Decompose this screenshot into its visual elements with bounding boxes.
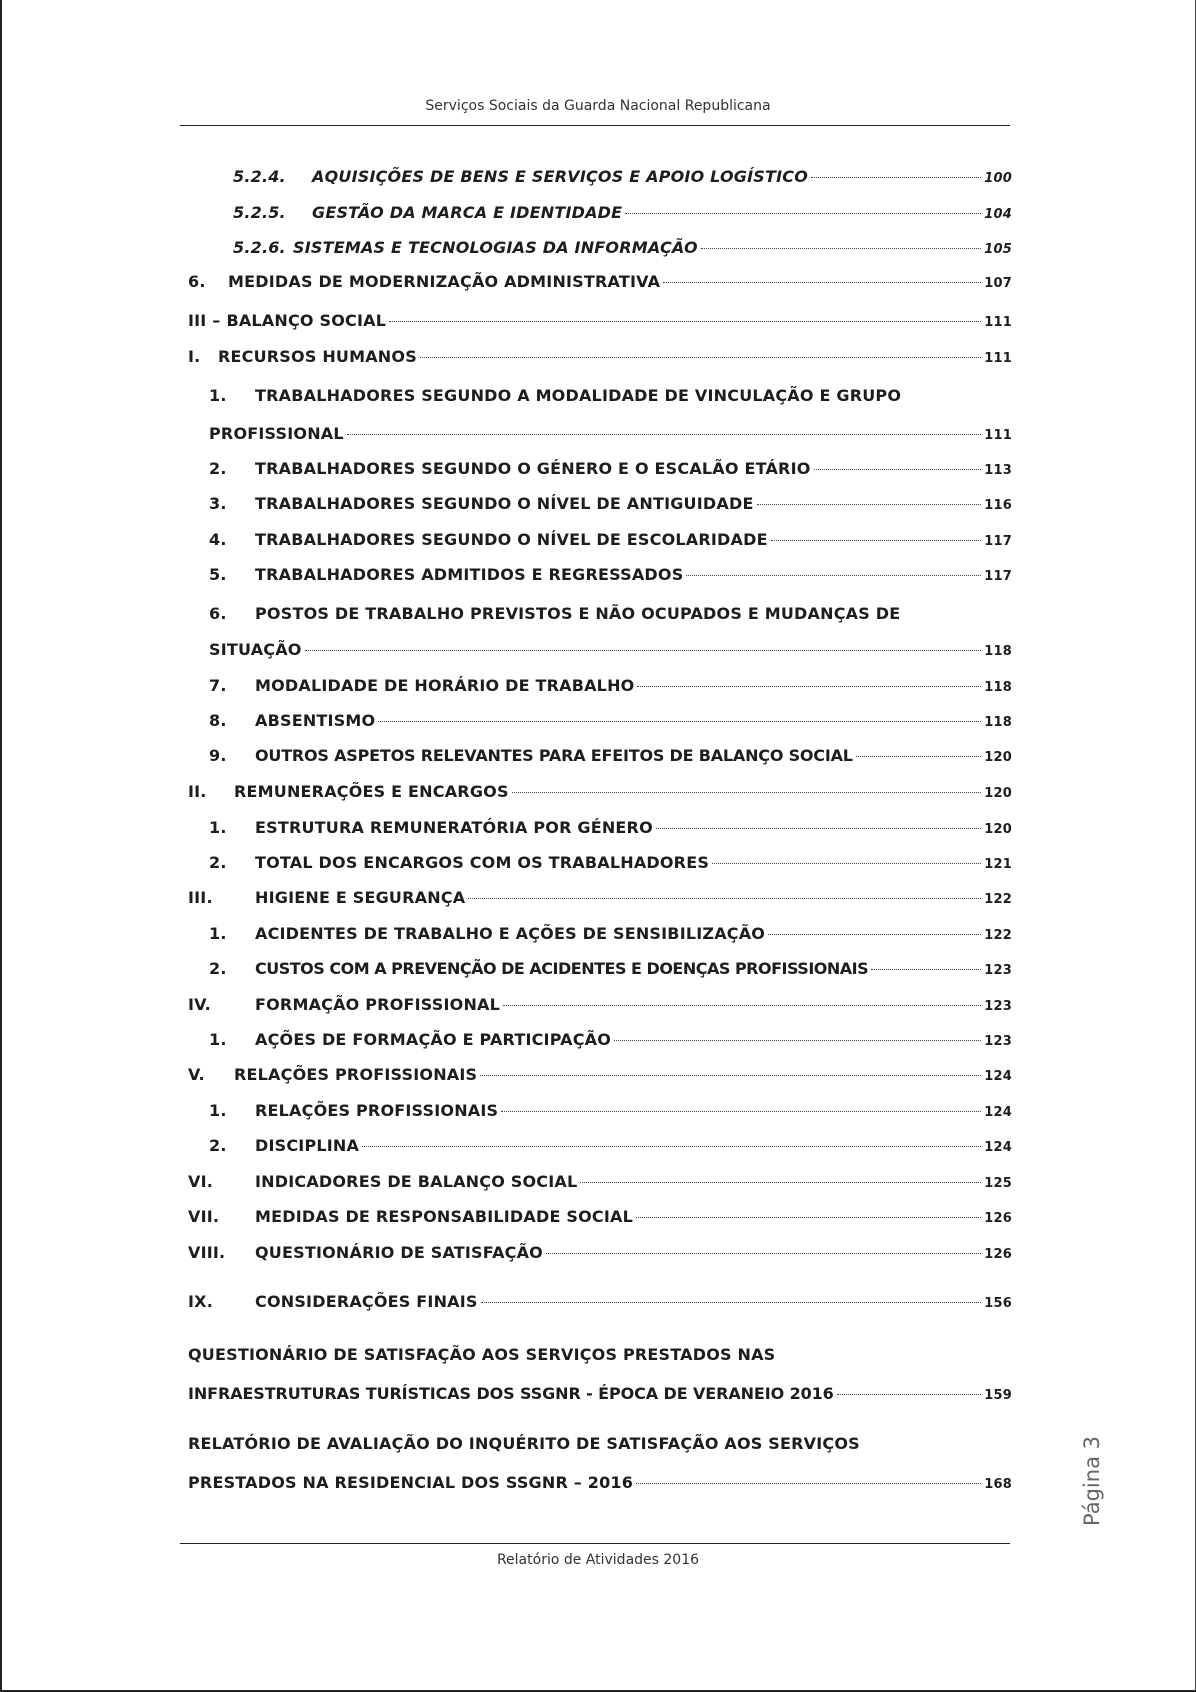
toc-title: MEDIDAS DE MODERNIZAÇÃO ADMINISTRATIVA bbox=[228, 272, 661, 291]
toc-entry-line[interactable] bbox=[209, 386, 901, 410]
toc-title: ACIDENTES DE TRABALHO E AÇÕES DE SENSIBILIZAÇÃO bbox=[255, 924, 766, 943]
toc-title: TRABALHADORES ADMITIDOS E REGRESSADOS bbox=[255, 565, 684, 584]
toc-entry[interactable] bbox=[209, 1030, 1012, 1054]
toc-entry[interactable] bbox=[209, 640, 1012, 664]
toc-entry[interactable] bbox=[209, 530, 1012, 554]
toc-page: 121 bbox=[984, 857, 1012, 872]
page-number-side bbox=[1080, 1436, 1104, 1526]
toc-entry[interactable] bbox=[209, 746, 1012, 770]
toc-page: 120 bbox=[984, 750, 1012, 765]
toc-title: DISCIPLINA bbox=[255, 1136, 360, 1155]
toc-page: 120 bbox=[984, 786, 1012, 801]
toc-page: 156 bbox=[984, 1296, 1012, 1311]
toc-leader bbox=[686, 575, 981, 576]
page-header: Serviços Sociais da Guarda Nacional Republicana bbox=[425, 98, 771, 114]
toc-number: 5.2.6. bbox=[233, 238, 286, 257]
toc-entry[interactable] bbox=[233, 167, 1012, 191]
toc-number: 5.2.4. bbox=[233, 167, 286, 186]
toc-number: 6. bbox=[188, 272, 206, 291]
toc-leader bbox=[468, 898, 981, 899]
toc-title: TRABALHADORES SEGUNDO O GÉNERO E O ESCALÃO ETÁRIO bbox=[255, 459, 811, 478]
toc-leader bbox=[480, 1075, 981, 1076]
header-rule bbox=[180, 125, 1010, 126]
toc-title: GESTÃO DA MARCA E IDENTIDADE bbox=[312, 203, 623, 222]
toc-title: RELATÓRIO DE AVALIAÇÃO DO INQUÉRITO DE SATISFAÇÃO AOS SERVIÇOS bbox=[188, 1434, 860, 1453]
toc-leader bbox=[420, 357, 981, 358]
toc-leader bbox=[636, 1483, 981, 1484]
toc-leader bbox=[362, 1146, 981, 1147]
toc-number: 2. bbox=[209, 459, 227, 478]
toc-leader bbox=[856, 756, 981, 757]
toc-entry[interactable] bbox=[209, 711, 1012, 735]
toc-number: 6. bbox=[209, 604, 227, 623]
toc-number: 2. bbox=[209, 853, 227, 872]
toc-entry[interactable] bbox=[188, 1292, 1012, 1316]
toc-leader bbox=[871, 969, 981, 970]
toc-leader bbox=[663, 282, 981, 283]
toc-number: VII. bbox=[188, 1207, 220, 1226]
toc-number: 8. bbox=[209, 711, 227, 730]
toc-number: 1. bbox=[209, 386, 227, 405]
toc-number: 5. bbox=[209, 565, 227, 584]
toc-title: RELAÇÕES PROFISSIONAIS bbox=[234, 1065, 478, 1084]
toc-leader bbox=[347, 434, 981, 435]
toc-page: 125 bbox=[984, 1176, 1012, 1191]
toc-entry[interactable] bbox=[188, 1243, 1012, 1267]
toc-entry-line[interactable] bbox=[188, 1434, 860, 1458]
toc-number: II. bbox=[188, 782, 207, 801]
toc-page: 123 bbox=[984, 1034, 1012, 1049]
toc-leader bbox=[768, 934, 981, 935]
toc-title: ABSENTISMO bbox=[255, 711, 376, 730]
toc-entry[interactable] bbox=[209, 424, 1012, 448]
toc-title: QUESTIONÁRIO DE SATISFAÇÃO bbox=[255, 1243, 543, 1262]
toc-entry[interactable] bbox=[188, 311, 1012, 335]
toc-entry[interactable] bbox=[188, 1207, 1012, 1231]
page-footer: Relatório de Atividades 2016 bbox=[496, 1552, 700, 1568]
toc-page: 116 bbox=[984, 498, 1012, 513]
toc-title-continued: INFRAESTRUTURAS TURÍSTICAS DOS SSGNR - ÉPOCA DE VERANEIO 2016 bbox=[188, 1384, 834, 1403]
toc-number: 4. bbox=[209, 530, 227, 549]
toc-entry[interactable] bbox=[188, 272, 1012, 296]
toc-entry[interactable] bbox=[209, 1136, 1012, 1160]
toc-number: V. bbox=[188, 1065, 205, 1084]
toc-entry[interactable] bbox=[188, 1065, 1012, 1089]
toc-number: III – bbox=[188, 311, 221, 330]
footer-rule bbox=[180, 1543, 1010, 1544]
toc-title: TRABALHADORES SEGUNDO A MODALIDADE DE VINCULAÇÃO E GRUPO bbox=[255, 386, 902, 405]
toc-page: 123 bbox=[984, 999, 1012, 1014]
toc-entry[interactable] bbox=[209, 959, 1012, 983]
toc-title: AQUISIÇÕES DE BENS E SERVIÇOS E APOIO LOGÍSTICO bbox=[312, 167, 808, 186]
toc-title-continued: PROFISSIONAL bbox=[209, 424, 344, 443]
toc-number: IX. bbox=[188, 1292, 213, 1311]
toc-entry[interactable] bbox=[188, 347, 1012, 371]
toc-number: 9. bbox=[209, 746, 227, 765]
toc-entry[interactable] bbox=[188, 1172, 1012, 1196]
toc-leader bbox=[481, 1302, 982, 1303]
toc-page: 111 bbox=[984, 351, 1012, 366]
toc-title: ESTRUTURA REMUNERATÓRIA POR GÉNERO bbox=[255, 818, 653, 837]
toc-entry[interactable] bbox=[209, 494, 1012, 518]
toc-number: 1. bbox=[209, 818, 227, 837]
toc-page: 104 bbox=[984, 207, 1012, 222]
toc-number: 2. bbox=[209, 1136, 227, 1155]
toc-title: MODALIDADE DE HORÁRIO DE TRABALHO bbox=[255, 676, 635, 695]
toc-leader bbox=[580, 1182, 981, 1183]
toc-entry[interactable] bbox=[188, 1473, 1012, 1497]
toc-leader bbox=[837, 1394, 982, 1395]
toc-leader bbox=[512, 792, 982, 793]
toc-title: TRABALHADORES SEGUNDO O NÍVEL DE ESCOLARIDADE bbox=[255, 530, 768, 549]
toc-title: BALANÇO SOCIAL bbox=[226, 311, 387, 330]
toc-page: 168 bbox=[984, 1477, 1012, 1492]
toc-leader bbox=[701, 248, 981, 249]
toc-entry[interactable] bbox=[188, 888, 1012, 912]
toc-title: SISTEMAS E TECNOLOGIAS DA INFORMAÇÃO bbox=[293, 238, 698, 257]
toc-page: 117 bbox=[984, 534, 1012, 549]
toc-entry-line[interactable] bbox=[188, 1345, 775, 1369]
toc-number: III. bbox=[188, 888, 213, 907]
toc-title: POSTOS DE TRABALHO PREVISTOS E NÃO OCUPADOS E MUDANÇAS DE bbox=[255, 604, 901, 623]
toc-number: VIII. bbox=[188, 1243, 226, 1262]
toc-page: 111 bbox=[984, 315, 1012, 330]
toc-leader bbox=[757, 504, 982, 505]
toc-page: 124 bbox=[984, 1105, 1012, 1120]
toc-title: CONSIDERAÇÕES FINAIS bbox=[255, 1292, 478, 1311]
toc-number: 1. bbox=[209, 1030, 227, 1049]
toc-leader bbox=[305, 650, 982, 651]
toc-entry[interactable] bbox=[209, 565, 1012, 589]
toc-title: TOTAL DOS ENCARGOS COM OS TRABALHADORES bbox=[255, 853, 710, 872]
toc-page: 100 bbox=[984, 171, 1012, 186]
toc-page: 126 bbox=[984, 1211, 1012, 1226]
toc-page: 159 bbox=[984, 1388, 1012, 1403]
toc-leader bbox=[503, 1005, 981, 1006]
toc-entry[interactable] bbox=[209, 924, 1012, 948]
toc-number: VI. bbox=[188, 1172, 214, 1191]
toc-entry-line[interactable] bbox=[209, 604, 900, 628]
toc-title: FORMAÇÃO PROFISSIONAL bbox=[255, 995, 501, 1014]
toc-entry[interactable] bbox=[209, 853, 1012, 877]
toc-page: 122 bbox=[984, 928, 1012, 943]
toc-leader bbox=[811, 177, 981, 178]
toc-page: 124 bbox=[984, 1140, 1012, 1155]
toc-entry[interactable] bbox=[233, 203, 1012, 227]
toc-title: CUSTOS COM A PREVENÇÃO DE ACIDENTES E DOENÇAS PROFISSIONAIS bbox=[255, 959, 869, 978]
toc-entry[interactable] bbox=[188, 995, 1012, 1019]
toc-entry[interactable] bbox=[209, 1101, 1012, 1125]
toc-title: QUESTIONÁRIO DE SATISFAÇÃO AOS SERVIÇOS PRESTADOS NAS bbox=[188, 1345, 776, 1364]
toc-title: OUTROS ASPETOS RELEVANTES PARA EFEITOS DE BALANÇO SOCIAL bbox=[255, 746, 853, 765]
toc-page: 118 bbox=[984, 715, 1012, 730]
toc-entry[interactable] bbox=[209, 459, 1012, 483]
toc-page: 105 bbox=[984, 242, 1012, 257]
toc-entry[interactable] bbox=[188, 782, 1012, 806]
toc-number: 1. bbox=[209, 1101, 227, 1120]
toc-title: TRABALHADORES SEGUNDO O NÍVEL DE ANTIGUIDADE bbox=[255, 494, 754, 513]
page-number-label: Página 3 bbox=[1080, 1436, 1104, 1526]
toc-leader bbox=[771, 540, 982, 541]
toc-title: HIGIENE E SEGURANÇA bbox=[255, 888, 466, 907]
toc-leader bbox=[389, 321, 981, 322]
toc-number: 3. bbox=[209, 494, 227, 513]
toc-title: AÇÕES DE FORMAÇÃO E PARTICIPAÇÃO bbox=[255, 1030, 612, 1049]
toc-entry[interactable] bbox=[209, 676, 1012, 700]
toc-page: 107 bbox=[984, 276, 1012, 291]
toc-leader bbox=[636, 1217, 981, 1218]
toc-number: 7. bbox=[209, 676, 227, 695]
toc-page: 120 bbox=[984, 822, 1012, 837]
toc-title: RELAÇÕES PROFISSIONAIS bbox=[255, 1101, 499, 1120]
toc-title: MEDIDAS DE RESPONSABILIDADE SOCIAL bbox=[255, 1207, 633, 1226]
toc-page: 118 bbox=[984, 644, 1012, 659]
toc-leader bbox=[614, 1040, 981, 1041]
toc-leader bbox=[637, 686, 981, 687]
toc-title-continued: SITUAÇÃO bbox=[209, 640, 302, 659]
toc-page: 113 bbox=[984, 463, 1012, 478]
toc-page: 124 bbox=[984, 1069, 1012, 1084]
toc-page: 123 bbox=[984, 963, 1012, 978]
toc-leader bbox=[814, 469, 982, 470]
toc-entry[interactable] bbox=[188, 1384, 1012, 1408]
toc-leader bbox=[546, 1253, 981, 1254]
toc-entry[interactable] bbox=[209, 818, 1012, 842]
toc-page: 122 bbox=[984, 892, 1012, 907]
toc-title: RECURSOS HUMANOS bbox=[218, 347, 417, 366]
toc-page: 126 bbox=[984, 1247, 1012, 1262]
toc-leader bbox=[501, 1111, 981, 1112]
toc-number: IV. bbox=[188, 995, 211, 1014]
toc-entry[interactable] bbox=[233, 238, 1012, 262]
toc-leader bbox=[656, 828, 981, 829]
toc-number: 1. bbox=[209, 924, 227, 943]
toc-title: REMUNERAÇÕES E ENCARGOS bbox=[234, 782, 509, 801]
toc-leader bbox=[625, 213, 981, 214]
toc-number: I. bbox=[188, 347, 201, 366]
toc-number: 2. bbox=[209, 959, 227, 978]
toc-leader bbox=[378, 721, 981, 722]
toc-title-continued: PRESTADOS NA RESIDENCIAL DOS SSGNR – 2016 bbox=[188, 1473, 634, 1492]
toc-number: 5.2.5. bbox=[233, 203, 286, 222]
toc-page: 111 bbox=[984, 428, 1012, 443]
toc-page: 118 bbox=[984, 680, 1012, 695]
toc-leader bbox=[712, 863, 981, 864]
toc-page: 117 bbox=[984, 569, 1012, 584]
toc-title: INDICADORES DE BALANÇO SOCIAL bbox=[255, 1172, 578, 1191]
